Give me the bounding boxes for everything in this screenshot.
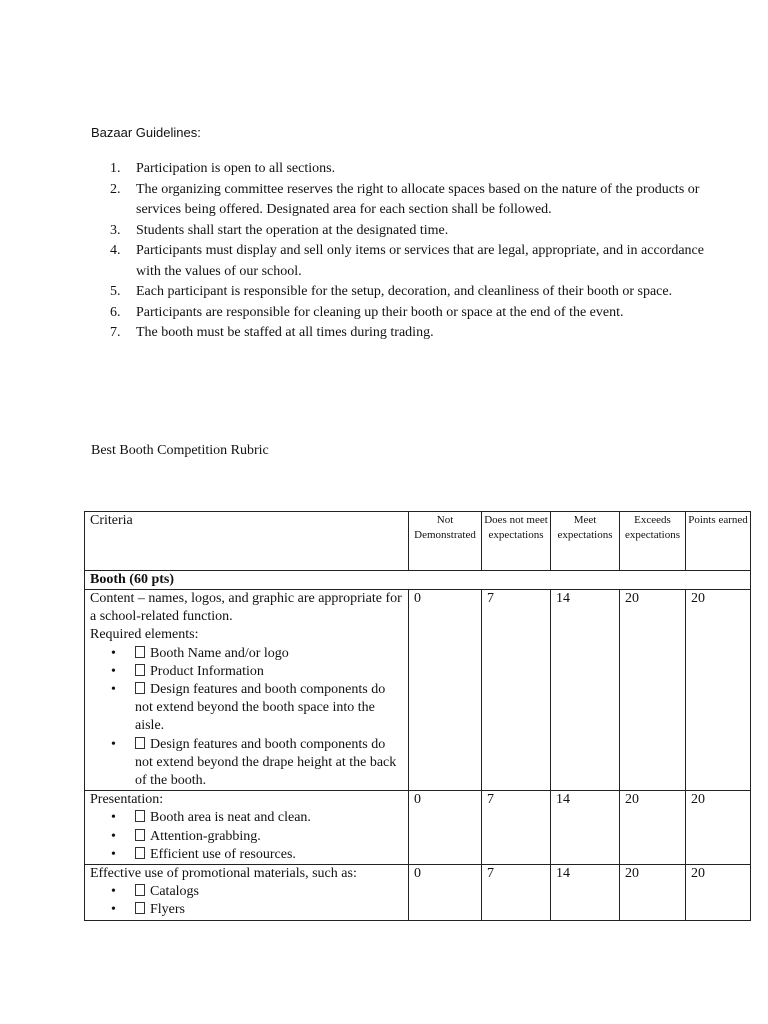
score-not-demonstrated: 0: [409, 791, 482, 865]
criteria-intro-secondary: Required elements:: [90, 627, 199, 643]
list-item: [90, 681, 403, 736]
checkbox-icon: [135, 682, 145, 694]
guideline-item: [110, 323, 710, 344]
header-meet: Meet expectations: [551, 512, 620, 571]
header-exceeds: Exceeds expectations: [620, 512, 686, 571]
checkbox-icon: [135, 884, 145, 896]
score-does-not-meet: 7: [482, 590, 551, 791]
bullet-icon: •: [111, 828, 116, 844]
list-item-text: Product Information: [150, 663, 264, 679]
checkbox-icon: [135, 737, 145, 749]
guideline-text: The organizing committee reserves the right to allocate spaces based on the nature of the products or services being offered. Designated area for each section shall be followed.: [136, 181, 700, 217]
score-meet: 14: [551, 590, 620, 791]
list-item-text: Design features and booth components do not extend beyond the booth space into the aisle.: [135, 682, 386, 734]
list-item: [90, 809, 403, 827]
guideline-item: [110, 303, 710, 324]
header-does-not-meet: Does not meet expectations: [482, 512, 551, 571]
bullet-icon: •: [111, 902, 116, 918]
list-item-text: Attention-grabbing.: [150, 828, 261, 844]
rubric-header-row: [85, 512, 751, 571]
criteria-intro: Content – names, logos, and graphic are appropriate for a school-related function.: [90, 591, 402, 625]
criteria-intro: Presentation:: [90, 792, 164, 808]
list-item-text: Booth area is neat and clean.: [150, 810, 311, 826]
score-not-demonstrated: 0: [409, 590, 482, 791]
guideline-item: [110, 159, 710, 180]
score-not-demonstrated: 0: [409, 865, 482, 921]
guideline-text: Participants are responsible for cleaning up their booth or space at the end of the event.: [136, 304, 624, 320]
table-row: [85, 865, 751, 921]
list-item: [90, 901, 403, 919]
score-exceeds: 20: [620, 865, 686, 921]
bullet-icon: •: [111, 846, 116, 862]
score-points-earned: 20: [686, 590, 751, 791]
checkbox-icon: [135, 902, 145, 914]
list-item-text: Design features and booth components do not extend beyond the drape height at the back of the booth.: [135, 736, 397, 789]
rubric-section-row: [85, 571, 751, 590]
rubric-table: [84, 511, 751, 921]
criteria-cell: [85, 791, 409, 865]
guideline-item: [110, 221, 710, 242]
guideline-text: The booth must be staffed at all times during trading.: [136, 325, 434, 340]
bullet-icon: •: [111, 645, 116, 661]
table-row: [85, 590, 751, 791]
list-item-text: Booth Name and/or logo: [150, 645, 289, 661]
rubric-title: Best Booth Competition Rubric: [91, 443, 269, 458]
guideline-number: 6.: [110, 304, 121, 320]
list-item-text: Catalogs: [150, 884, 199, 900]
guideline-text: Each participant is responsible for the setup, decoration, and cleanliness of their booth or space.: [136, 284, 673, 299]
list-item-text: Efficient use of resources.: [150, 846, 296, 862]
guidelines-heading: Bazaar Guidelines:: [91, 125, 201, 140]
score-points-earned: 20: [686, 865, 751, 921]
guideline-number: 5.: [110, 284, 121, 299]
bullet-icon: •: [111, 884, 116, 900]
score-meet: 14: [551, 791, 620, 865]
bullet-icon: •: [111, 682, 116, 698]
guideline-text: Participation is open to all sections.: [136, 161, 336, 176]
score-does-not-meet: 7: [482, 865, 551, 921]
guideline-text: Participants must display and sell only items or services that are legal, appropriate, and in accordance with the values of our school.: [136, 243, 704, 279]
section-label: Booth (60 pts): [85, 571, 751, 590]
list-item: [90, 663, 403, 681]
header-not-demonstrated: Not Demonstrated: [409, 512, 482, 571]
criteria-cell: [85, 590, 409, 791]
list-item: [90, 736, 403, 791]
list-item-text: Flyers: [150, 902, 185, 918]
checkbox-icon: [135, 829, 145, 841]
guideline-number: 4.: [110, 243, 121, 258]
criteria-intro: Effective use of promotional materials, such as:: [90, 866, 357, 882]
guideline-text: Students shall start the operation at the designated time.: [136, 222, 449, 238]
table-row: [85, 791, 751, 865]
criteria-list: [90, 883, 403, 919]
score-meet: 14: [551, 865, 620, 921]
list-item: [90, 846, 403, 864]
bullet-icon: •: [111, 736, 116, 752]
score-does-not-meet: 7: [482, 791, 551, 865]
bullet-icon: •: [111, 663, 116, 679]
score-exceeds: 20: [620, 590, 686, 791]
criteria-cell: [85, 865, 409, 921]
list-item: [90, 828, 403, 846]
guidelines-list: [110, 159, 710, 344]
checkbox-icon: [135, 847, 145, 859]
checkbox-icon: [135, 646, 145, 658]
guideline-item: [110, 241, 710, 282]
guideline-number: 7.: [110, 325, 121, 340]
list-item: [90, 883, 403, 901]
score-exceeds: 20: [620, 791, 686, 865]
score-points-earned: 20: [686, 791, 751, 865]
header-criteria: Criteria: [85, 512, 409, 571]
checkbox-icon: [135, 810, 145, 822]
guideline-item: [110, 282, 710, 303]
criteria-list: [90, 809, 403, 864]
checkbox-icon: [135, 664, 145, 676]
bullet-icon: •: [111, 810, 116, 826]
guideline-number: 3.: [110, 222, 121, 238]
guideline-number: 2.: [110, 181, 121, 197]
criteria-list: [90, 645, 403, 791]
guideline-number: 1.: [110, 161, 121, 176]
guideline-item: [110, 180, 710, 221]
list-item: [90, 645, 403, 663]
header-points-earned: Points earned: [686, 512, 751, 571]
